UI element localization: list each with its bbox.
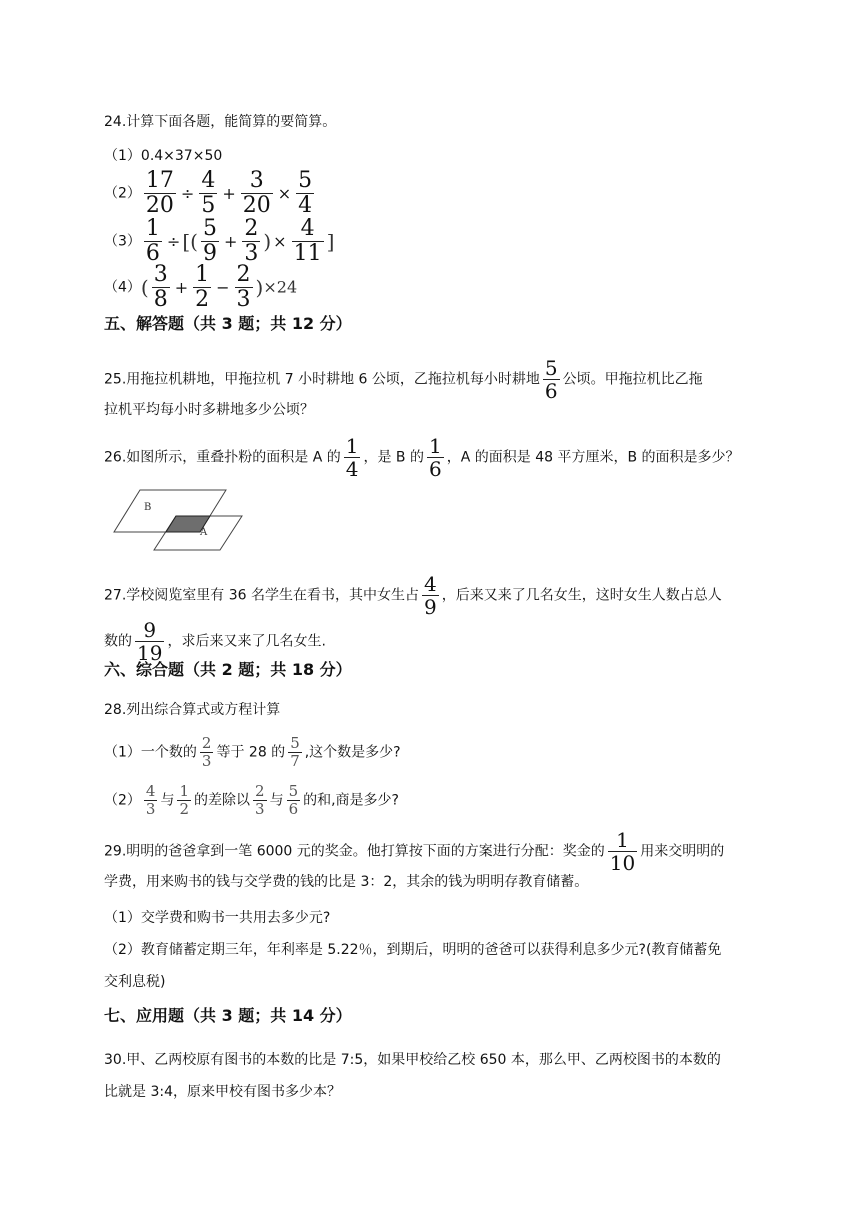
fraction: $\frac{1}{2}$ xyxy=(179,782,190,818)
fraction: $\frac{4}{5}$ xyxy=(201,168,216,218)
overlap-parallelogram-figure xyxy=(110,488,250,554)
q29-part2-line2: 交利息税) xyxy=(104,974,166,990)
q29-part1: （1）交学费和购书一共用去多少元? xyxy=(104,910,331,926)
fraction: $\frac{4}{9}$ xyxy=(423,572,437,619)
q30-line2: 比就是 3:4，原来甲校有图书多少本？ xyxy=(104,1084,341,1100)
fraction: $\frac{2}{3}$ xyxy=(255,782,265,818)
q25-line2: 拉机平均每小时多耕地多少公顷？ xyxy=(104,402,314,418)
q24-title: 24.计算下面各题，能简算的要简算。 xyxy=(104,114,337,130)
q27-line2: 数的 $\frac{9}{19}$ ，求后来又来了几名女生. xyxy=(104,618,326,665)
q24-part2: （2） $\frac{17}{20}$ ÷ $\frac{4}{5}$ + $\frac{3}{20}$ × $\frac{5}{4}$ xyxy=(104,168,313,218)
fraction: $\frac{17}{20}$ xyxy=(145,168,174,218)
q29-part2-line1: （2）教育储蓄定期三年，年利率是 5.22％，到期后，明明的爸爸可以获得利息多少元?(教育储蓄免 xyxy=(104,942,722,958)
q25-line1: 25.用拖拉机耕地，甲拖拉机 7 小时耕地 6 公顷，乙拖拉机每小时耕地 $\frac{5}{6}$ 公顷。甲拖拉机比乙拖 xyxy=(104,356,703,403)
fraction: $\frac{1}{6}$ xyxy=(429,434,442,481)
fraction: $\frac{1}{10}$ xyxy=(609,828,636,875)
fraction: $\frac{3}{20}$ xyxy=(242,168,271,218)
q24-part3-label: （3） xyxy=(104,233,141,250)
section-5-heading: 五、解答题（共 3 题；共 12 分） xyxy=(104,314,352,333)
q29-line1: 29.明明的爸爸拿到一笔 6000 元的奖金。他打算按下面的方案进行分配：奖金的 $\frac{1}{10}$ 用来交明明的 xyxy=(104,828,725,875)
fraction: $\frac{2}{3}$ xyxy=(244,216,259,266)
fraction: $\frac{5}{9}$ xyxy=(202,216,217,266)
q24-part4-label: （4） xyxy=(104,279,141,296)
fraction: $\frac{5}{7}$ xyxy=(290,734,300,770)
fraction: $\frac{1}{4}$ xyxy=(345,434,359,481)
fraction: $\frac{9}{19}$ xyxy=(137,618,163,665)
fraction: $\frac{1}{6}$ xyxy=(145,216,160,266)
fraction: $\frac{5}{6}$ xyxy=(544,356,558,403)
q26-line1: 26.如图所示，重叠扑粉的面积是 A 的 $\frac{1}{4}$ ，是 B 的 $\frac{1}{6}$ ，A 的面积是 48 平方厘米，B 的面积是多少？ xyxy=(104,434,740,481)
fraction: $\frac{5}{4}$ xyxy=(298,168,313,218)
section-6-heading: 六、综合题（共 2 题；共 18 分） xyxy=(104,660,352,679)
q28-part2: （2） $\frac{4}{3}$ 与 $\frac{1}{2}$ 的差除以 $\frac{2}{3}$ 与 $\frac{5}{6}$ 的和,商是多少? xyxy=(104,782,399,818)
label-b: B xyxy=(144,502,152,513)
q28-part1: （1）一个数的 $\frac{2}{3}$ 等于 28 的 $\frac{5}{7}$ ,这个数是多少? xyxy=(104,734,401,770)
fraction: $\frac{1}{2}$ xyxy=(195,262,210,312)
fraction: $\frac{5}{6}$ xyxy=(288,782,299,818)
q24-part3: （3） $\frac{1}{6}$ ÷ [( $\frac{5}{9}$ + $\frac{2}{3}$ ) × $\frac{4}{11}$ ] xyxy=(104,216,335,266)
q27-line1: 27.学校阅览室里有 36 名学生在看书，其中女生占 $\frac{4}{9}$ ，后来又来了几名女生，这时女生人数占总人 xyxy=(104,572,722,619)
q24-part2-label: （2） xyxy=(104,185,141,202)
section-7-heading: 七、应用题（共 3 题；共 14 分） xyxy=(104,1006,352,1025)
fraction: $\frac{2}{3}$ xyxy=(236,262,251,312)
q29-line2: 学费，用来购书的钱与交学费的钱的比是 3：2，其余的钱为明明存教育储蓄。 xyxy=(104,874,589,890)
fraction: $\frac{2}{3}$ xyxy=(201,734,212,770)
q24-part4: （4）( $\frac{3}{8}$ + $\frac{1}{2}$ − $\frac{2}{3}$ )×24 xyxy=(104,262,298,312)
q24-part1: （1）0.4×37×50 xyxy=(104,148,223,164)
fraction: $\frac{4}{11}$ xyxy=(293,216,322,266)
q30-line1: 30.甲、乙两校原有图书的本数的比是 7:5，如果甲校给乙校 650 本，那么甲、乙两校图书的本数的 xyxy=(104,1052,721,1068)
q28-title: 28.列出综合算式或方程计算 xyxy=(104,702,281,718)
fraction: $\frac{3}{8}$ xyxy=(153,262,168,312)
label-a: A xyxy=(200,527,208,538)
fraction: $\frac{4}{3}$ xyxy=(145,782,156,818)
